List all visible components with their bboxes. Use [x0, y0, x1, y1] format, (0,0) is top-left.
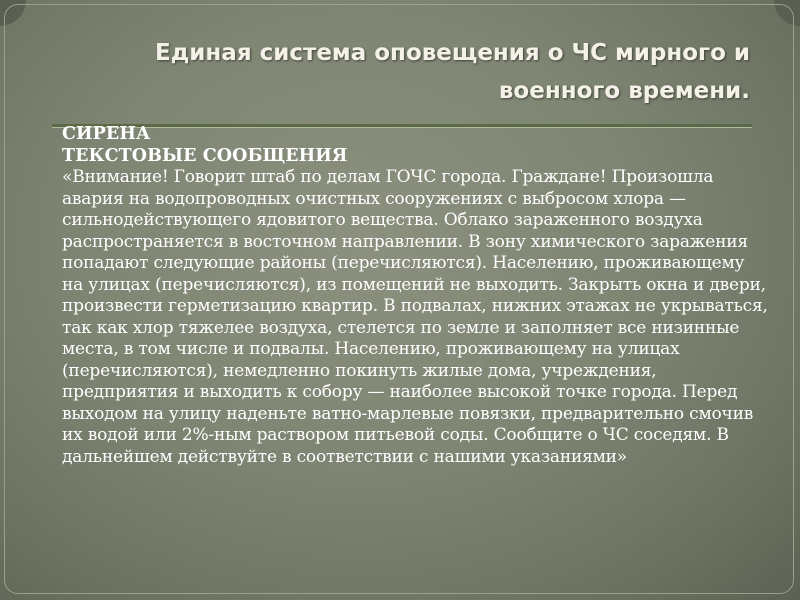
emergency-message-text: «Внимание! Говорит штаб по делам ГОЧС города. Граждане! Произошла авария на водопроводных очистных сооружениях с выбросом хлора — сильнодействующего ядовитого вещества. Облако зараженного воздуха распространяется в восточном направлении. В зону химического заражения попадают следующие районы (перечисляются). Населению, проживающему на улицах (перечисляются), из помещений не выходить. Закрыть окна и двери, произвести герметизацию квартир. В подвалах, нижних этажах не укрываться, так как хлор тяжелее воздуха, стелется по земле и заполняет все низинные места, в том числе и подвалы. Населению, проживающему на улицах (перечисляются), немедленно покинуть жилые дома, учреждения, предприятия и выходить к собору — наиболее высокой точке города. Перед выходом на улицу наденьте ватно-марлевые повязки, предварительно смочив их водой или 2%-ным раствором питьевой соды. Сообщите о ЧС соседям. В дальнейшем действуйте в соответствии с нашими указаниями»: [62, 167, 768, 467]
bullet-label-siren: СИРЕНА: [62, 124, 151, 144]
bullet-label-text-messages: ТЕКСТОВЫЕ СООБЩЕНИЯ: [62, 145, 348, 166]
bullet-item-text-messages: [28, 146, 780, 168]
slide-title-line-1: Единая система оповещения о ЧС мирного и: [155, 40, 750, 66]
bullet-item-siren: [28, 124, 780, 146]
slide-content: [28, 124, 780, 468]
slide-title-line-2: военного времени.: [498, 78, 750, 104]
slide-title: [60, 34, 750, 110]
